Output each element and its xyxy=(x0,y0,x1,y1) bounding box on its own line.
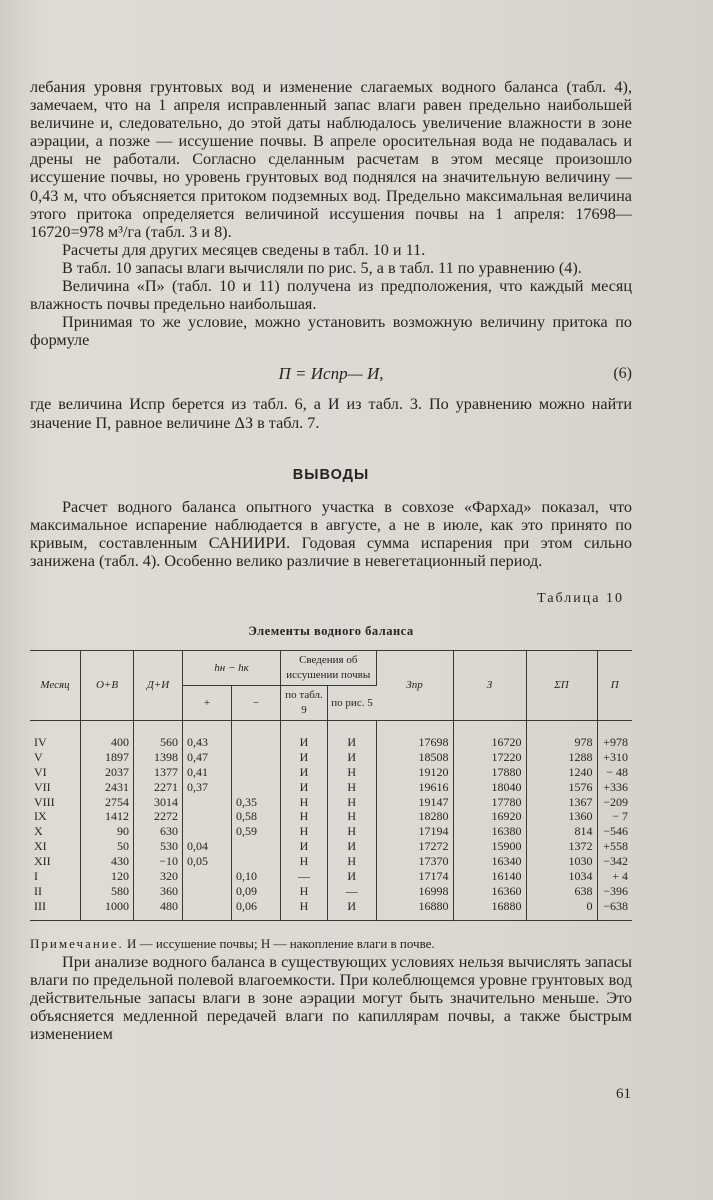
table-cell: И xyxy=(281,720,328,749)
col-header-by-fig: по рис. 5 xyxy=(328,686,377,721)
table-cell: 1030 xyxy=(526,854,597,869)
table-cell: −396 xyxy=(603,883,628,898)
table-cell: 2272 xyxy=(134,809,183,824)
table-cell: − 7 xyxy=(612,809,628,824)
table-cell: 560 xyxy=(134,720,183,749)
table-cell: 18280 xyxy=(376,809,453,824)
table-cell: − 48 xyxy=(606,764,628,779)
table-cell: IX xyxy=(30,809,81,824)
water-balance-table xyxy=(30,650,632,921)
col-header-sum-p: ΣП xyxy=(526,651,597,721)
paragraph-8: При анализе водного баланса в существующих условиях нельзя вычислять запасы влаги по предельной полевой влагоемкости. При колеблющемся уровне грунтовых вод действительные запасы влаги в зоне аэрации могут быть значительно меньше. Это объясняется медленной передачей влаги по капиллярам почвы, а также быстрым изменением xyxy=(30,952,632,1044)
table-cell: Н xyxy=(328,854,377,869)
table-cell: X xyxy=(30,824,81,839)
table-cell: 2754 xyxy=(81,795,134,810)
table-row xyxy=(30,854,632,869)
table-cell: И xyxy=(328,899,377,920)
table-cell: 17370 xyxy=(376,854,453,869)
table-cell xyxy=(183,824,232,839)
table-cell: 0,59 xyxy=(232,824,281,839)
table-cell: 0,06 xyxy=(232,899,281,920)
table-cell: 17698 xyxy=(376,720,453,749)
paragraph-4: Величина «П» (табл. 10 и 11) получена из предположения, что каждый месяц влажность почвы предельно наибольшая. xyxy=(30,277,632,314)
table-cell: 0 xyxy=(526,899,597,920)
table-cell: 0,10 xyxy=(232,869,281,884)
table-row xyxy=(30,899,632,920)
table-cell: 360 xyxy=(134,884,183,899)
table-cell: 16340 xyxy=(453,854,526,869)
paragraph-7: Расчет водного баланса опытного участка в совхозе «Фархад» показал, что максимальное испарение наблюдается в августе, а не в июле, как это принято по кривым, составленным САНИИРИ. Годовая сумма испарения при этом сильно занижена (табл. 4). Особенно велико различие в невегетационный период. xyxy=(30,497,632,570)
table-cell: −342 xyxy=(603,854,628,869)
formula-expression: П = Иcпр— И, xyxy=(278,364,384,384)
table-cell: +978 xyxy=(603,734,628,749)
table-cell: VIII xyxy=(30,795,81,810)
table-title: Элементы водного баланса xyxy=(248,624,414,639)
table-cell: 1000 xyxy=(81,899,134,920)
table-cell: Н xyxy=(328,795,377,810)
table-cell: 17220 xyxy=(453,750,526,765)
col-header-p: П xyxy=(597,651,632,721)
col-header-drying: Сведения об иссушении почвы xyxy=(281,651,377,686)
table-row xyxy=(30,824,632,839)
table-cell: И xyxy=(281,750,328,765)
table-cell: 1372 xyxy=(526,839,597,854)
paragraph-3: В табл. 10 запасы влаги вычисляли по рис. 5, а в табл. 11 по уравнению (4). xyxy=(62,258,582,277)
table-cell: 1377 xyxy=(134,765,183,780)
table-cell xyxy=(183,884,232,899)
table-cell: 0,04 xyxy=(183,839,232,854)
table-cell: −638 xyxy=(597,899,632,920)
table-cell: И xyxy=(328,720,377,749)
table-cell: 17174 xyxy=(376,869,453,884)
table-cell: И xyxy=(328,839,377,854)
table-cell: 1897 xyxy=(81,750,134,765)
table-cell xyxy=(183,869,232,884)
table-cell: 320 xyxy=(134,869,183,884)
table-cell: Н xyxy=(328,824,377,839)
table-cell: И xyxy=(328,869,377,884)
table-cell: 978 xyxy=(526,720,597,749)
paragraph-6: где величина Иcпр берется из табл. 6, а И из табл. 3. По уравнению можно найти значение П, равное величине ΔЗ в табл. 7. xyxy=(30,395,632,432)
table-cell xyxy=(183,795,232,810)
table-cell: 18508 xyxy=(376,750,453,765)
page-number: 61 xyxy=(616,1086,631,1102)
table-row xyxy=(30,839,632,854)
paragraph-2: Расчеты для других месяцев сведены в табл. 10 и 11. xyxy=(62,240,426,259)
table-cell: −10 xyxy=(134,854,183,869)
table-cell xyxy=(183,899,232,920)
table-cell: 1288 xyxy=(526,750,597,765)
table-cell: −209 xyxy=(603,794,628,809)
table-cell: IV xyxy=(30,720,81,749)
table-cell: 16998 xyxy=(376,884,453,899)
table-row xyxy=(30,869,632,884)
table-cell: Н xyxy=(281,795,328,810)
table-cell: 16140 xyxy=(453,869,526,884)
col-header-month: Месяц xyxy=(30,651,81,721)
col-header-minus: − xyxy=(232,686,281,721)
table-cell: 16380 xyxy=(453,824,526,839)
table-cell: 0,43 xyxy=(183,720,232,749)
table-cell: 1367 xyxy=(526,795,597,810)
table-note-label: Примечание. xyxy=(30,935,124,951)
col-header-hn-hk: hн − hк xyxy=(183,651,281,686)
table-cell: Н xyxy=(281,899,328,920)
table-cell: Н xyxy=(281,824,328,839)
table-cell: 1360 xyxy=(526,809,597,824)
table-cell: 480 xyxy=(134,899,183,920)
table-cell: 580 xyxy=(81,884,134,899)
table-cell: 0,09 xyxy=(232,884,281,899)
table-cell: 1398 xyxy=(134,750,183,765)
table-cell: — xyxy=(281,869,328,884)
page-body xyxy=(30,78,632,1043)
table-cell: Н xyxy=(328,809,377,824)
table-cell: Н xyxy=(328,780,377,795)
table-cell xyxy=(232,780,281,795)
table-cell xyxy=(232,765,281,780)
table-cell: 19616 xyxy=(376,780,453,795)
table-cell: И xyxy=(281,765,328,780)
table-row xyxy=(30,720,632,749)
table-row xyxy=(30,884,632,899)
table-cell: + 4 xyxy=(612,869,628,884)
table-row xyxy=(30,809,632,824)
table-cell: 638 xyxy=(526,884,597,899)
table-cell: 530 xyxy=(134,839,183,854)
table-cell: 0,37 xyxy=(183,780,232,795)
table-cell: 90 xyxy=(81,824,134,839)
table-cell: 17780 xyxy=(453,795,526,810)
table-cell: И xyxy=(281,839,328,854)
table-cell: 0,47 xyxy=(183,750,232,765)
table-cell: 0,35 xyxy=(232,795,281,810)
table-cell: XI xyxy=(30,839,81,854)
table-cell xyxy=(232,720,281,749)
table-cell: 0,41 xyxy=(183,765,232,780)
table-cell: Н xyxy=(281,884,328,899)
table-cell: Н xyxy=(328,765,377,780)
col-header-by-table: по табл. 9 xyxy=(281,686,328,721)
table-cell: 120 xyxy=(81,869,134,884)
table-cell: Н xyxy=(281,854,328,869)
table-row xyxy=(30,780,632,795)
table-cell: 1576 xyxy=(526,780,597,795)
col-header-plus: + xyxy=(183,686,232,721)
table-cell: +336 xyxy=(603,779,628,794)
table-label: Таблица 10 xyxy=(537,591,624,607)
table-cell: I xyxy=(30,869,81,884)
paragraph-5: Принимая то же условие, можно установить возможную величину притока по формуле xyxy=(30,313,632,350)
table-cell: 15900 xyxy=(453,839,526,854)
table-cell: XII xyxy=(30,854,81,869)
table-note xyxy=(30,935,632,953)
table-cell: VII xyxy=(30,780,81,795)
table-cell: 19147 xyxy=(376,795,453,810)
table-cell: 630 xyxy=(134,824,183,839)
table-cell: 2431 xyxy=(81,780,134,795)
table-cell: 400 xyxy=(81,720,134,749)
col-header-ov: O+B xyxy=(81,651,134,721)
paragraph-1: лебания уровня грунтовых вод и изменение слагаемых водного баланса (табл. 4), замечаем, что на 1 апреля исправленный запас влаги равен предельно наибольшей величине и, следовательно, до этой даты наблюдалось увеличение влажности в зоне аэрации, а позже — иссушение почвы. В апреле оросительная вода не подавалась и дрены не работали. Согласно сделанным расчетам в этом месяце произошло иссушение почвы, но уровень грунтовых вод поднялся на значительную величину — 0,43 м, что объясняется притоком подземных вод. Предельно максимальная величина этого притока определяется величиной иссушения почвы на 1 апреля: 17698—16720=978 м³/га (табл. 3 и 8). xyxy=(30,78,632,241)
col-header-zpr: Зпр xyxy=(376,651,453,721)
table-cell: 16360 xyxy=(453,884,526,899)
table-cell: 430 xyxy=(81,854,134,869)
table-note-text: И — иссушение почвы; Н — накопление влаги в почве. xyxy=(127,935,435,951)
table-cell: −546 xyxy=(603,824,628,839)
table-cell: 50 xyxy=(81,839,134,854)
formula-number: (6) xyxy=(613,365,632,383)
formula-6 xyxy=(30,355,632,395)
table-cell: 1034 xyxy=(526,869,597,884)
table-cell: +310 xyxy=(603,749,628,764)
table-row xyxy=(30,795,632,810)
section-heading: ВЫВОДЫ xyxy=(292,466,370,483)
table-cell: 16880 xyxy=(453,899,526,920)
table-cell: 0,05 xyxy=(183,854,232,869)
table-cell: 3014 xyxy=(134,795,183,810)
table-cell xyxy=(183,809,232,824)
table-cell: 16880 xyxy=(376,899,453,920)
table-cell: 17880 xyxy=(453,765,526,780)
table-cell: 16720 xyxy=(453,720,526,749)
table-cell: 1240 xyxy=(526,765,597,780)
table-cell xyxy=(232,839,281,854)
table-cell: 18040 xyxy=(453,780,526,795)
table-cell: 19120 xyxy=(376,765,453,780)
table-cell: 17272 xyxy=(376,839,453,854)
table-cell: 2037 xyxy=(81,765,134,780)
table-cell xyxy=(232,750,281,765)
table-cell: +558 xyxy=(603,839,628,854)
col-header-z: З xyxy=(453,651,526,721)
table-cell: 17194 xyxy=(376,824,453,839)
table-cell: 814 xyxy=(526,824,597,839)
table-body xyxy=(30,720,632,920)
table-cell: И xyxy=(281,780,328,795)
table-cell: Н xyxy=(281,809,328,824)
table-cell: V xyxy=(30,750,81,765)
table-cell: II xyxy=(30,884,81,899)
table-cell: — xyxy=(328,884,377,899)
table-cell: 16920 xyxy=(453,809,526,824)
col-header-di: Д+И xyxy=(134,651,183,721)
table-cell: 2271 xyxy=(134,780,183,795)
table-cell: И xyxy=(328,750,377,765)
table-cell: 1412 xyxy=(81,809,134,824)
table-row xyxy=(30,765,632,780)
table-cell: 0,58 xyxy=(232,809,281,824)
table-row xyxy=(30,750,632,765)
table-cell: III xyxy=(30,899,81,920)
table-cell: VI xyxy=(30,765,81,780)
table-cell xyxy=(232,854,281,869)
